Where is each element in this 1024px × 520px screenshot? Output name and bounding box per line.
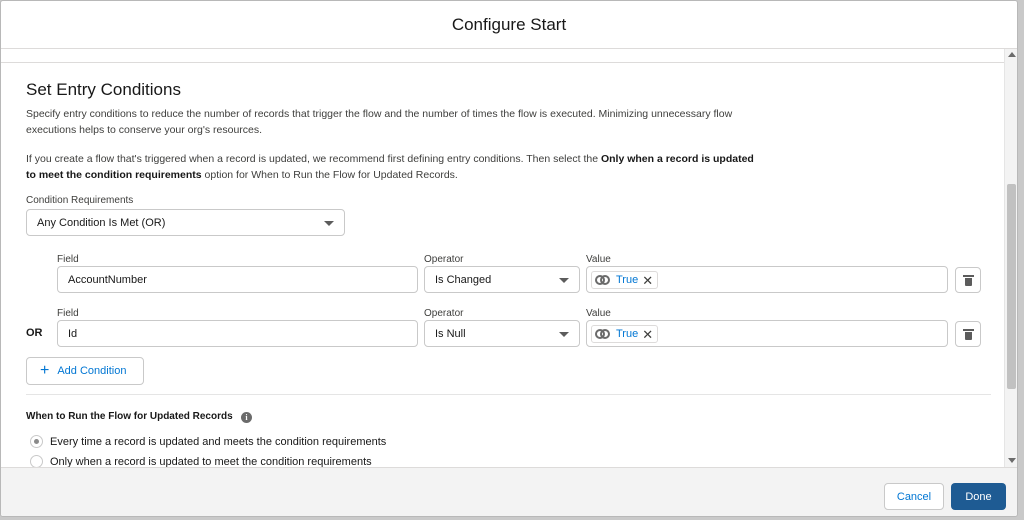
field-input[interactable] (57, 320, 418, 347)
field-input[interactable] (57, 266, 418, 293)
scroll-down-arrow-icon[interactable] (1008, 458, 1016, 463)
chevron-down-icon (559, 332, 569, 337)
modal-footer (1, 467, 1017, 517)
operator-label: Operator (424, 308, 464, 319)
plus-icon: + (40, 362, 50, 379)
operator-select[interactable] (424, 320, 580, 347)
vertical-scrollbar[interactable] (1004, 49, 1018, 467)
cancel-button[interactable]: Cancel (884, 483, 944, 510)
value-label: Value (586, 254, 611, 265)
scroll-top-band (1, 49, 1004, 63)
delete-condition-button[interactable] (955, 267, 981, 293)
section-description: Specify entry conditions to reduce the number of records that trigger the flow and the number of times the flow is executed. Minimizing unnecessary flow executions helps to conserve your org's resources. (26, 108, 733, 136)
modal-header (1, 1, 1017, 49)
delete-condition-button[interactable] (955, 321, 981, 347)
boolean-resource-icon (595, 274, 611, 286)
pill-text: True (616, 274, 639, 286)
condition-requirements-select[interactable] (26, 209, 345, 236)
field-label: Field (57, 308, 79, 319)
field-value: Id (68, 327, 78, 340)
value-input[interactable] (586, 320, 948, 347)
remove-icon[interactable]: ✕ (642, 272, 654, 288)
note-text-end: option for When to Run the Flow for Updated Records. (201, 169, 458, 181)
trash-icon (964, 275, 973, 286)
done-button[interactable]: Done (951, 483, 1006, 510)
operator-label: Operator (424, 254, 464, 265)
scroll-up-arrow-icon[interactable] (1008, 52, 1016, 57)
operator-value: Is Null (435, 327, 466, 340)
operator-value: Is Changed (435, 273, 492, 286)
field-value: AccountNumber (68, 273, 147, 286)
section-note (26, 151, 756, 183)
add-condition-label: Add Condition (57, 365, 127, 377)
remove-icon[interactable]: ✕ (642, 326, 654, 342)
chevron-down-icon (559, 278, 569, 283)
boolean-resource-icon (595, 328, 611, 340)
condition-requirements-label: Condition Requirements (26, 195, 134, 206)
when-to-run-title: When to Run the Flow for Updated Records (26, 411, 233, 422)
section-title: Set Entry Conditions (26, 80, 181, 99)
condition-requirements-value: Any Condition Is Met (OR) (37, 216, 166, 229)
value-pill (591, 325, 658, 343)
value-label: Value (586, 308, 611, 319)
radio-every-time[interactable] (30, 435, 43, 448)
trash-icon (964, 329, 973, 340)
operator-select[interactable] (424, 266, 580, 293)
radio-only-when[interactable] (30, 455, 43, 467)
pill-text: True (616, 328, 639, 340)
condition-logic-label: OR (26, 327, 43, 339)
value-input[interactable] (586, 266, 948, 293)
info-icon[interactable]: i (241, 412, 252, 423)
section-divider (26, 394, 991, 395)
add-condition-button[interactable] (26, 357, 144, 385)
radio-only-when-label[interactable]: Only when a record is updated to meet the condition requirements (50, 456, 372, 467)
note-text-bold: Only when a record is updated to meet the condition requirements (26, 153, 754, 181)
radio-every-time-label[interactable]: Every time a record is updated and meets the condition requirements (50, 436, 387, 448)
modal-body[interactable] (1, 49, 1004, 467)
modal-title: Configure Start (451, 14, 567, 34)
chevron-down-icon (324, 221, 334, 226)
value-pill (591, 271, 658, 289)
scrollbar-thumb[interactable] (1007, 184, 1016, 389)
field-label: Field (57, 254, 79, 265)
note-text-start: If you create a flow that's triggered when a record is updated, we recommend first defining entry conditions. Then select the (26, 153, 601, 165)
